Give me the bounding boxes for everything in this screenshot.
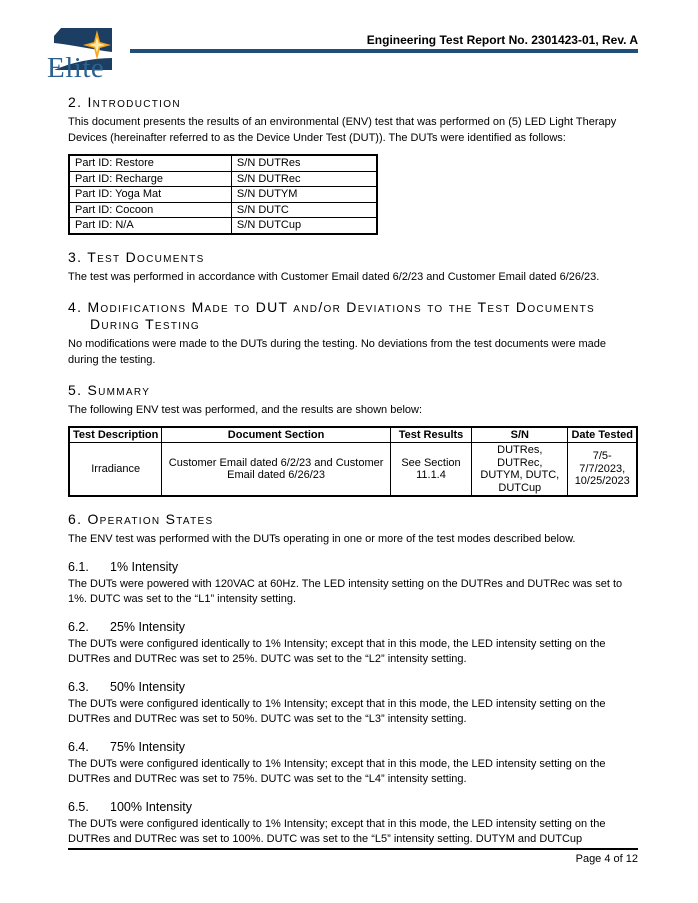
subsection bbox=[68, 800, 638, 848]
subsection-body: The DUTs were powered with 120VAC at 60Hz. The LED intensity setting on the DUTRes and DUTRec was set to 1%. DUTC was set to the “L1” intensity setting. bbox=[68, 577, 623, 605]
page-number: Page 4 of 12 bbox=[575, 853, 638, 865]
subsection-title: 1% Intensity bbox=[110, 559, 179, 574]
date-tested-cell: 7/5-7/7/2023, 10/25/2023 bbox=[568, 443, 637, 497]
summary-data-row bbox=[69, 443, 637, 497]
section-heading-test-documents: 3. Test Documents bbox=[68, 248, 205, 265]
document-section-cell: Customer Email dated 6/2/23 and Customer Email dated 6/26/23 bbox=[162, 443, 390, 497]
subsection-title: 50% Intensity bbox=[110, 679, 186, 694]
part-id-cell: Part ID: Cocoon bbox=[69, 202, 231, 218]
subsection-heading bbox=[68, 740, 638, 755]
summary-header-row bbox=[69, 427, 637, 443]
subsection bbox=[68, 680, 638, 728]
part-id-cell: Part ID: Restore bbox=[69, 155, 231, 171]
operation-states-body: The ENV test was performed with the DUTs operating in one or more of the test modes described below. bbox=[68, 533, 576, 545]
introduction-body: This document presents the results of an environmental (ENV) test that was performed on (5) LED Light Therapy Devices (hereinafter referred to as the Device Under Test (DUT)). The DUTs were identified as follows: bbox=[68, 116, 617, 144]
table-row bbox=[69, 171, 377, 187]
dut-table bbox=[68, 154, 378, 235]
part-id-cell: Part ID: Recharge bbox=[69, 171, 231, 187]
report-title: Engineering Test Report No. 2301423-01, Rev. A bbox=[366, 33, 638, 47]
summary-header-cell: Document Section bbox=[162, 427, 390, 443]
subsection-body: The DUTs were configured identically to 1% Intensity; except that in this mode, the LED intensity setting on the DUTRes and DUTRec was set to 25%. DUTC was set to the “L2” intensity setting. bbox=[68, 637, 606, 665]
summary-header-cell: Test Results bbox=[390, 427, 471, 443]
subsection-body: The DUTs were configured identically to 1% Intensity; except that in this mode, the LED intensity setting on the DUTRes and DUTRec was set to 75%. DUTC was set to the “L4” intensity setting. bbox=[68, 757, 606, 785]
subsection-heading bbox=[68, 800, 638, 815]
part-id-cell: Part ID: Yoga Mat bbox=[69, 187, 231, 203]
report-content bbox=[68, 94, 638, 848]
subsection-number: 6.4. bbox=[68, 739, 89, 754]
section-heading-introduction: 2. Introduction bbox=[68, 94, 181, 110]
serial-cell: S/N DUTYM bbox=[231, 187, 377, 203]
section-heading-summary: 5. Summary bbox=[68, 382, 151, 398]
serial-cell: S/N DUTCup bbox=[231, 218, 377, 234]
subsection-number: 6.5. bbox=[68, 799, 89, 814]
summary-header-cell: Date Tested bbox=[568, 427, 637, 443]
part-id-cell: Part ID: N/A bbox=[69, 218, 231, 234]
subsection-body: The DUTs were configured identically to 1% Intensity; except that in this mode, the LED intensity setting on the DUTRes and DUTRec was set to 50%. DUTC was set to the “L3” intensity setting. bbox=[68, 697, 606, 725]
subsection-title: 25% Intensity bbox=[110, 619, 186, 634]
test-description-cell: Irradiance bbox=[69, 443, 162, 497]
subsection-heading bbox=[68, 620, 638, 635]
elite-logo-text: Elite bbox=[47, 52, 105, 84]
table-row bbox=[69, 155, 377, 171]
section-heading-operation-states: 6. Operation States bbox=[68, 511, 214, 527]
test-documents-body: The test was performed in accordance with Customer Email dated 6/2/23 and Customer Email dated 6/26/23. bbox=[68, 270, 600, 283]
serial-numbers-cell: DUTRes, DUTRec, DUTYM, DUTC, DUTCup bbox=[472, 443, 568, 497]
table-row bbox=[69, 187, 377, 203]
test-results-cell: See Section 11.1.4 bbox=[390, 443, 471, 497]
subsection-heading bbox=[68, 560, 638, 575]
subsection bbox=[68, 620, 638, 668]
footer-rule bbox=[68, 848, 638, 850]
elite-logo bbox=[47, 22, 117, 86]
section-heading-modifications: 4. Modifications Made to DUT and/or Deviations to the Test Documents During Testing bbox=[68, 299, 595, 332]
table-row bbox=[69, 202, 377, 218]
subsection bbox=[68, 740, 638, 788]
summary-header-cell: S/N bbox=[472, 427, 568, 443]
subsection-title: 75% Intensity bbox=[110, 739, 186, 754]
subsection-heading bbox=[68, 680, 638, 695]
subsection-title: 100% Intensity bbox=[110, 799, 192, 814]
subsection-number: 6.2. bbox=[68, 619, 89, 634]
serial-cell: S/N DUTRes bbox=[231, 155, 377, 171]
serial-cell: S/N DUTRec bbox=[231, 171, 377, 187]
serial-cell: S/N DUTC bbox=[231, 202, 377, 218]
subsection-number: 6.3. bbox=[68, 679, 89, 694]
subsection-number: 6.1. bbox=[68, 559, 89, 574]
subsection-body: The DUTs were configured identically to 1% Intensity; except that in this mode, the LED intensity setting on the DUTRes and DUTRec was set to 100%. DUTC was set to the “L5” intensity setting. DUTYM and DUTCup bbox=[68, 817, 606, 845]
summary-body: The following ENV test was performed, and the results are shown below: bbox=[68, 404, 423, 416]
summary-table bbox=[68, 426, 638, 498]
table-row bbox=[69, 218, 377, 234]
summary-header-cell: Test Description bbox=[69, 427, 162, 443]
header-rule bbox=[130, 49, 638, 53]
modifications-body: No modifications were made to the DUTs during the testing. No deviations from the test documents were made during the testing. bbox=[68, 338, 607, 366]
subsection bbox=[68, 560, 638, 608]
